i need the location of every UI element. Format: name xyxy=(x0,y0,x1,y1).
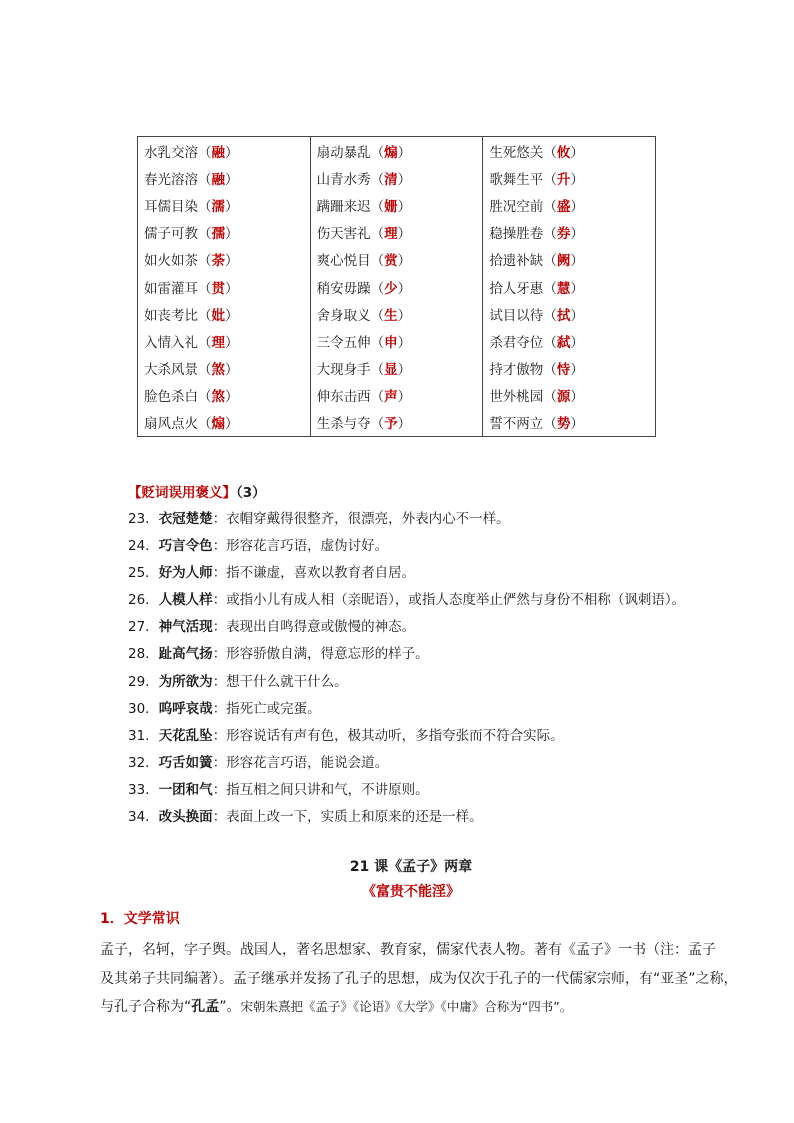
misspelled-word: 世外桃园 xyxy=(489,389,544,406)
paren-close: ） xyxy=(225,307,239,324)
paren-open: （ xyxy=(198,280,212,297)
paren-close: ） xyxy=(397,226,412,243)
misspelled-word: 如火如茶 xyxy=(144,253,198,270)
paren-close: ） xyxy=(225,334,239,351)
misspelled-word: 持才傲物 xyxy=(489,362,544,379)
idiom-number: 24． xyxy=(128,538,159,555)
lesson-subtitle: 《富贵不能淫》 xyxy=(362,884,460,900)
correct-character: 煽 xyxy=(211,416,225,433)
paragraph-line-2: 及其弟子共同编著）。孟子继承并发扬了孔子的思想，成为仅次于孔子的一代儒家宗师，有“亚圣”之称， xyxy=(100,970,738,987)
section-heading-label: 【贬词误用褒义】 xyxy=(128,485,236,501)
correct-character: 煞 xyxy=(211,362,225,379)
paren-close: ） xyxy=(397,389,412,406)
paren-close: ） xyxy=(225,144,239,161)
paren-close: ） xyxy=(225,362,239,379)
idiom-definition: ：或指小儿有成人相（亲昵语），或指人态度举止俨然与身份不相称（讽刺语）。 xyxy=(212,592,686,609)
table-row xyxy=(138,191,656,218)
list-item xyxy=(128,506,688,533)
idiom-definition: ：表现出自鸣得意或傲慢的神态。 xyxy=(212,619,416,636)
table-cell xyxy=(483,300,656,327)
paren-open: （ xyxy=(198,144,212,161)
paren-close: ） xyxy=(570,253,584,270)
table-cell xyxy=(483,382,656,409)
misspelled-word: 山青水秀 xyxy=(316,171,371,188)
paren-close: ） xyxy=(225,389,239,406)
paren-open: （ xyxy=(370,198,385,215)
paren-close: ） xyxy=(397,144,412,161)
misspelled-word: 耳儒目染 xyxy=(144,198,198,215)
idiom-definition: ：衣帽穿戴得很整齐，很漂亮，外表内心不一样。 xyxy=(212,511,510,527)
section-heading-suffix: （3） xyxy=(236,485,266,501)
paren-open: （ xyxy=(198,416,212,433)
lesson-title: 21 课《孟子》两章 xyxy=(349,859,473,875)
paren-open: （ xyxy=(198,171,212,188)
paren-open: （ xyxy=(370,280,385,297)
idiom-definition: ：形容说话有声有色，极其动听，多指夸张而不符合实际。 xyxy=(212,727,564,744)
idiom-term: 人模人样 xyxy=(158,592,213,609)
paren-close: ） xyxy=(570,307,584,324)
misspelled-word: 胜况空前 xyxy=(489,198,544,215)
table-cell xyxy=(138,219,311,246)
idiom-term: 呜呼哀哉 xyxy=(158,700,213,717)
table-cell xyxy=(310,382,483,409)
misspelled-word: 试目以待 xyxy=(489,307,544,324)
correct-character: 清 xyxy=(384,171,398,188)
paragraph-line-3-d: 宋朝朱熹把《孟子》《论语》《大学》《中庸》合称为“四书”。 xyxy=(240,999,573,1014)
correct-character: 生 xyxy=(384,307,398,324)
correct-character: 源 xyxy=(556,389,571,406)
correct-character: 姗 xyxy=(384,198,398,215)
paren-open: （ xyxy=(543,280,557,297)
kong-meng-term: 孔孟 xyxy=(191,999,220,1015)
word-table-body xyxy=(138,137,656,437)
misspelled-word: 扇风点火 xyxy=(144,416,198,433)
table-cell xyxy=(310,246,483,273)
paren-open: （ xyxy=(370,362,385,379)
misspelled-word: 脸色杀白 xyxy=(144,389,198,406)
correct-character: 慧 xyxy=(556,280,571,297)
table-cell xyxy=(138,382,311,409)
paren-open: （ xyxy=(370,171,385,188)
list-item xyxy=(128,696,688,723)
idiom-term: 改头换面 xyxy=(158,809,213,826)
table-cell xyxy=(483,137,656,165)
idiom-list xyxy=(128,506,688,831)
idiom-number: 25． xyxy=(128,565,159,582)
correct-character: 荼 xyxy=(211,253,225,270)
list-item xyxy=(128,587,688,614)
idiom-term: 天花乱坠 xyxy=(158,727,213,744)
correct-character: 盛 xyxy=(556,198,571,215)
misspelled-word: 大杀风景 xyxy=(144,362,198,379)
correct-character: 孺 xyxy=(211,226,225,243)
paren-open: （ xyxy=(370,416,385,433)
table-cell xyxy=(310,164,483,191)
table-row xyxy=(138,327,656,354)
paren-close: ） xyxy=(225,280,239,297)
list-item xyxy=(128,723,688,750)
correct-character: 阙 xyxy=(556,253,571,270)
idiom-number: 28． xyxy=(128,646,159,663)
table-cell xyxy=(138,355,311,382)
idiom-term: 为所欲为 xyxy=(158,673,213,690)
misspelled-word: 蹒跚来迟 xyxy=(316,198,371,215)
idiom-number: 26． xyxy=(128,592,159,609)
table-row xyxy=(138,300,656,327)
paren-close: ） xyxy=(225,198,239,215)
list-item xyxy=(128,669,688,696)
table-row xyxy=(138,246,656,273)
idiom-number: 34． xyxy=(128,809,159,826)
paren-close: ） xyxy=(570,198,584,215)
idiom-definition: ：想干什么就干什么。 xyxy=(212,673,348,690)
list-item xyxy=(128,560,688,587)
paren-open: （ xyxy=(370,389,385,406)
paren-close: ） xyxy=(397,334,412,351)
paragraph-line-3-c: ”。 xyxy=(219,999,241,1015)
paren-close: ） xyxy=(225,226,239,243)
table-row xyxy=(138,164,656,191)
paren-open: （ xyxy=(543,253,557,270)
list-item xyxy=(128,614,688,641)
misspelled-word: 爽心悦目 xyxy=(316,253,371,270)
table-cell xyxy=(138,300,311,327)
paren-close: ） xyxy=(570,226,584,243)
table-cell xyxy=(483,246,656,273)
paren-close: ） xyxy=(225,253,239,270)
correct-character: 煽 xyxy=(384,144,398,161)
paren-close: ） xyxy=(225,171,239,188)
idiom-number: 29． xyxy=(128,673,159,690)
paren-open: （ xyxy=(370,334,385,351)
table-cell xyxy=(138,327,311,354)
idiom-term: 好为人师 xyxy=(158,565,213,582)
paren-open: （ xyxy=(198,334,212,351)
paragraph-line-1: 孟子，名轲，字子舆。战国人，著名思想家、教育家，儒家代表人物。著有《孟子》一书（注：孟子 xyxy=(100,942,716,958)
list-item xyxy=(128,777,688,804)
idiom-definition: ：指互相之间只讲和气，不讲原则。 xyxy=(212,781,429,798)
misspelled-word: 如雷灌耳 xyxy=(144,280,198,297)
table-cell xyxy=(483,191,656,218)
table-cell xyxy=(138,246,311,273)
paren-open: （ xyxy=(198,307,212,324)
misspelled-word: 水乳交溶 xyxy=(144,144,198,161)
paren-open: （ xyxy=(543,307,557,324)
paren-open: （ xyxy=(198,226,212,243)
idiom-term: 巧舌如簧 xyxy=(158,754,213,771)
table-row xyxy=(138,137,656,165)
list-item xyxy=(128,750,688,777)
paren-close: ） xyxy=(397,362,412,379)
paragraph-line-3-a: 与孔子合称为“ xyxy=(100,999,192,1015)
table-cell xyxy=(310,191,483,218)
paren-open: （ xyxy=(543,389,557,406)
correct-character: 贯 xyxy=(211,280,225,297)
table-cell xyxy=(483,273,656,300)
correct-character: 妣 xyxy=(211,307,225,324)
misspelled-word: 拾遗补缺 xyxy=(489,253,544,270)
table-cell xyxy=(138,164,311,191)
idiom-number: 23． xyxy=(128,511,159,527)
misspelled-word: 歌舞生平 xyxy=(489,171,544,188)
paren-close: ） xyxy=(397,280,412,297)
table-cell xyxy=(310,219,483,246)
idiom-term: 衣冠楚楚 xyxy=(158,511,213,527)
correct-character: 显 xyxy=(384,362,398,379)
table-cell xyxy=(138,273,311,300)
paren-close: ） xyxy=(570,171,584,188)
paren-close: ） xyxy=(397,253,412,270)
list-item xyxy=(128,804,688,831)
idiom-number: 32． xyxy=(128,754,159,771)
correct-character: 煞 xyxy=(211,389,225,406)
misspelled-word: 拾人牙惠 xyxy=(489,280,544,297)
paren-close: ） xyxy=(570,144,584,161)
table-cell xyxy=(310,355,483,382)
list-item xyxy=(128,641,688,668)
misspelled-word: 如丧考比 xyxy=(144,307,198,324)
idiom-term: 神气活现 xyxy=(158,619,213,636)
paren-open: （ xyxy=(198,389,212,406)
idiom-number: 31． xyxy=(128,727,159,744)
table-cell xyxy=(483,327,656,354)
paren-open: （ xyxy=(543,198,557,215)
idiom-number: 30． xyxy=(128,700,159,717)
paren-open: （ xyxy=(543,416,557,433)
correct-character: 弑 xyxy=(556,334,571,351)
paren-close: ） xyxy=(570,362,584,379)
idiom-definition: ：形容花言巧语，虚伪讨好。 xyxy=(212,538,389,555)
table-cell xyxy=(310,273,483,300)
correct-character: 濡 xyxy=(211,198,225,215)
idiom-term: 巧言令色 xyxy=(158,538,213,555)
list-item xyxy=(128,533,688,560)
paren-open: （ xyxy=(543,334,557,351)
misspelled-word: 伸东击西 xyxy=(316,389,371,406)
table-cell xyxy=(483,355,656,382)
table-row xyxy=(138,273,656,300)
table-row xyxy=(138,382,656,409)
misspelled-word: 生杀与夺 xyxy=(316,416,371,433)
correct-character: 声 xyxy=(384,389,398,406)
correct-character: 融 xyxy=(211,144,225,161)
paren-close: ） xyxy=(570,334,584,351)
paren-close: ） xyxy=(397,171,412,188)
paren-close: ） xyxy=(570,389,584,406)
idiom-definition: ：形容花言巧语，能说会道。 xyxy=(212,754,389,771)
paren-close: ） xyxy=(397,198,412,215)
paren-open: （ xyxy=(543,226,557,243)
paren-open: （ xyxy=(370,144,385,161)
misspelled-word: 稍安毋躁 xyxy=(316,280,371,297)
table-row xyxy=(138,409,656,437)
paren-close: ） xyxy=(570,416,584,433)
misspelled-word: 伤天害礼 xyxy=(316,226,371,243)
misspelled-word: 入情入礼 xyxy=(144,334,198,351)
paren-close: ） xyxy=(397,416,412,433)
misspelled-word: 扇动暴乱 xyxy=(316,144,371,161)
correct-character: 融 xyxy=(211,171,225,188)
misspelled-word: 大现身手 xyxy=(316,362,371,379)
correct-character: 券 xyxy=(556,226,571,243)
misspelled-word: 杀君夺位 xyxy=(489,334,544,351)
idiom-definition: ：指不谦虚，喜欢以教育者自居。 xyxy=(212,565,416,582)
table-cell xyxy=(138,409,311,437)
paren-open: （ xyxy=(198,362,212,379)
idiom-term: 一团和气 xyxy=(158,781,213,798)
correct-character: 理 xyxy=(384,226,398,243)
paragraph-line-3 xyxy=(100,993,696,1022)
misspelled-word: 稳操胜卷 xyxy=(489,226,544,243)
table-cell xyxy=(483,409,656,437)
misspelled-word: 生死悠关 xyxy=(489,144,544,161)
correct-character: 势 xyxy=(556,416,571,433)
table-cell xyxy=(138,191,311,218)
section-literary-knowledge: 1．文学常识 xyxy=(100,911,180,927)
correct-character: 申 xyxy=(384,334,398,351)
table-row xyxy=(138,355,656,382)
idiom-definition: ：指死亡或完蛋。 xyxy=(212,700,321,717)
table-cell xyxy=(310,300,483,327)
misspelled-word: 舍身取义 xyxy=(316,307,371,324)
correct-character: 攸 xyxy=(556,144,571,161)
correct-character: 赏 xyxy=(384,253,398,270)
paren-open: （ xyxy=(370,307,385,324)
table-cell xyxy=(138,137,311,165)
mencius-paragraph xyxy=(100,936,738,1022)
table-row xyxy=(138,219,656,246)
misspelled-word: 春光溶溶 xyxy=(144,171,198,188)
correct-character: 理 xyxy=(211,334,225,351)
paren-close: ） xyxy=(225,416,239,433)
misspelled-word: 儒子可教 xyxy=(144,226,198,243)
paren-close: ） xyxy=(397,307,412,324)
paren-open: （ xyxy=(543,362,557,379)
table-cell xyxy=(310,409,483,437)
misspelled-word: 三令五伸 xyxy=(316,334,371,351)
table-cell xyxy=(310,327,483,354)
misspelled-word: 誓不两立 xyxy=(489,416,544,433)
idiom-term: 趾高气扬 xyxy=(158,646,213,663)
correct-character: 拭 xyxy=(556,307,571,324)
correct-character: 少 xyxy=(384,280,398,297)
paren-open: （ xyxy=(198,253,212,270)
table-cell xyxy=(310,137,483,165)
correct-character: 予 xyxy=(384,416,398,433)
correct-character: 恃 xyxy=(556,362,571,379)
idiom-number: 33． xyxy=(128,781,159,798)
misspelled-idiom-table xyxy=(137,136,656,437)
section-heading xyxy=(128,481,266,501)
paren-open: （ xyxy=(543,171,557,188)
correct-character: 升 xyxy=(556,171,571,188)
table-cell xyxy=(483,164,656,191)
paren-open: （ xyxy=(370,226,385,243)
paren-open: （ xyxy=(543,144,557,161)
paren-close: ） xyxy=(570,280,584,297)
idiom-definition: ：形容骄傲自满，得意忘形的样子。 xyxy=(212,646,429,663)
paren-open: （ xyxy=(370,253,385,270)
table-cell xyxy=(483,219,656,246)
idiom-definition: ：表面上改一下，实质上和原来的还是一样。 xyxy=(212,809,483,826)
idiom-number: 27． xyxy=(128,619,159,636)
paren-open: （ xyxy=(198,198,212,215)
